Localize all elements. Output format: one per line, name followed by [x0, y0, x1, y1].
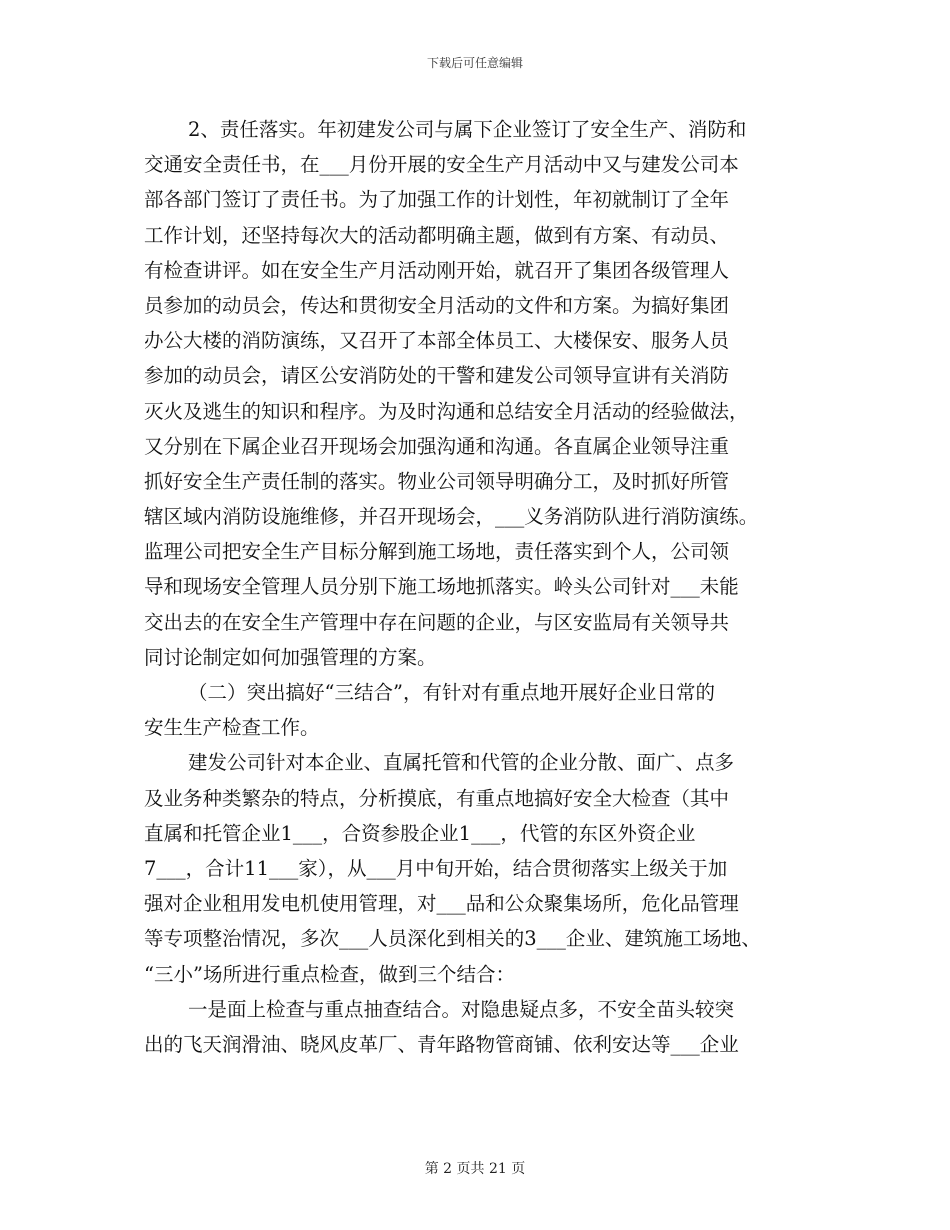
paragraph-line: 工作计划，还坚持每次大的活动都明确主题，做到有方案、有动员、: [144, 223, 730, 247]
paragraph-line: 2、责任落实。年初建发公司与属下企业签订了安全生产、消防和: [188, 118, 747, 141]
document-body: [144, 112, 814, 1062]
paragraph-line: 交出去的在安全生产管理中存在问题的企业，与区安监局有关领导共: [144, 610, 730, 634]
paragraph-line: 强对企业租用发电机使用管理，对___品和公众聚集场所，危化品管理: [144, 892, 739, 916]
page-footer: 第 2 页共 21 页: [424, 1161, 526, 1177]
paragraph-line: 7___，合计11___家），从___月中旬开始，结合贯彻落实上级关于加: [144, 856, 728, 880]
paragraph-line: 部各部门签订了责任书。为了加强工作的计划性，年初就制订了全年: [144, 188, 730, 212]
paragraph-line: 又分别在下属企业召开现场会加强沟通和沟通。各直属企业领导注重: [144, 434, 730, 458]
paragraph-line: 灭火及逃生的知识和程序。为及时沟通和总结安全月活动的经验做法，: [144, 399, 749, 423]
paragraph-line: 及业务种类繁杂的特点，分析摸底，有重点地搞好安全大检查（其中: [144, 786, 730, 810]
paragraph-line: 一是面上检查与重点抽查结合。对隐患疑点多，不安全苗头较突: [188, 997, 735, 1021]
paragraph-line: 交通安全责任书，在___月份开展的安全生产月活动中又与建发公司本: [144, 153, 739, 177]
paragraph-line: 建发公司针对本企业、直属托管和代管的企业分散、面广、点多: [188, 751, 735, 775]
paragraph-line: 同讨论制定如何加强管理的方案。: [144, 645, 437, 669]
paragraph-line: 抓好安全生产责任制的落实。物业公司领导明确分工，及时抓好所管: [144, 469, 730, 493]
paragraph-line: 辖区域内消防设施维修，并召开现场会，___义务消防队进行消防演练。: [144, 505, 759, 529]
paragraph-line: 办公大楼的消防演练，又召开了本部全体员工、大楼保安、服务人员: [144, 329, 730, 353]
paragraph-line: 有检查讲评。如在安全生产月活动刚开始，就召开了集团各级管理人: [144, 258, 730, 282]
paragraph-line: “三小”场所进行重点检查，做到三个结合：: [144, 962, 515, 986]
paragraph-line: 参加的动员会，请区公安消防处的干警和建发公司领导宣讲有关消防: [144, 364, 730, 388]
page-header: 下载后可任意编辑: [426, 56, 523, 70]
paragraph-line: 监理公司把安全生产目标分解到施工场地，责任落实到个人，公司领: [144, 540, 730, 564]
paragraph-line: 出的飞天润滑油、晓风皮革厂、青年路物管商铺、依利安达等___企业: [144, 1032, 739, 1056]
paragraph-line: 员参加的动员会，传达和贯彻安全月活动的文件和方案。为搞好集团: [144, 293, 730, 317]
section-heading-line: （二）突出搞好“三结合”，有针对有重点地开展好企业日常的: [188, 681, 715, 704]
paragraph-line: 导和现场安全管理人员分别下施工场地抓落实。岭头公司针对___未能: [144, 575, 739, 599]
paragraph-line: 直属和托管企业1___，合资参股企业1___，代管的东区外资企业: [144, 821, 696, 845]
paragraph-line: 等专项整治情况，多次___人员深化到相关的3___企业、建筑施工场地、: [144, 927, 761, 951]
section-heading-line: 安生生产检查工作。: [144, 716, 320, 740]
